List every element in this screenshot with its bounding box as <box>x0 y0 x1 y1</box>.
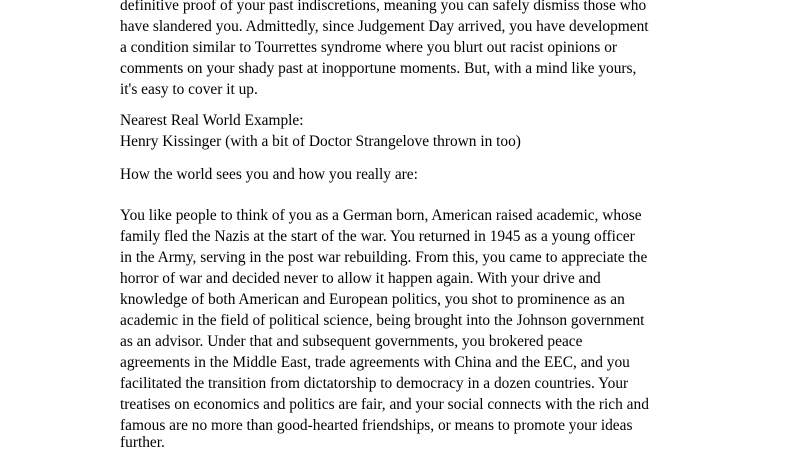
text-line: in the Army, serving in the post war rebuilding. From this, you came to appreciate the <box>120 249 648 266</box>
text-line: agreements in the Middle East, trade agreements with China and the EEC, and you <box>120 354 630 371</box>
text-line: it's easy to cover it up. <box>120 81 258 98</box>
text-line: family fled the Nazis at the start of the war. You returned in 1945 as a young officer <box>120 228 635 245</box>
text-line: definitive proof of your past indiscretions, meaning you can safely dismiss those who <box>120 0 647 14</box>
text-line: facilitated the transition from dictatorship to democracy in a dozen countries. Your <box>120 375 629 392</box>
text-line: academic in the field of political science, being brought into the Johnson government <box>120 312 645 329</box>
text-line: a condition similar to Tourrettes syndrome where you blurt out racist opinions or <box>120 39 618 56</box>
section-heading: How the world sees you and how you really are: <box>120 166 418 183</box>
text-line: have slandered you. Admittedly, since Judgement Day arrived, you have development <box>120 18 649 35</box>
text-line: horror of war and decided never to allow it happen again. With your drive and <box>120 270 601 287</box>
text-line: famous are no more than good-hearted friendships, or means to promote your ideas <box>120 417 633 434</box>
text-line: You like people to think of you as a German born, American raised academic, whose <box>120 207 642 224</box>
text-line: treatises on economics and politics are fair, and your social connects with the rich and <box>120 396 649 413</box>
section-heading: Nearest Real World Example: <box>120 112 304 129</box>
text-line: as an advisor. Under that and subsequent governments, you brokered peace <box>120 333 583 350</box>
text-line: Henry Kissinger (with a bit of Doctor Strangelove thrown in too) <box>120 133 521 150</box>
text-line: comments on your shady past at inopportune moments. But, with a mind like yours, <box>120 60 637 77</box>
text-line: knowledge of both American and European politics, you shot to prominence as an <box>120 291 625 308</box>
text-line: further. <box>120 434 165 450</box>
